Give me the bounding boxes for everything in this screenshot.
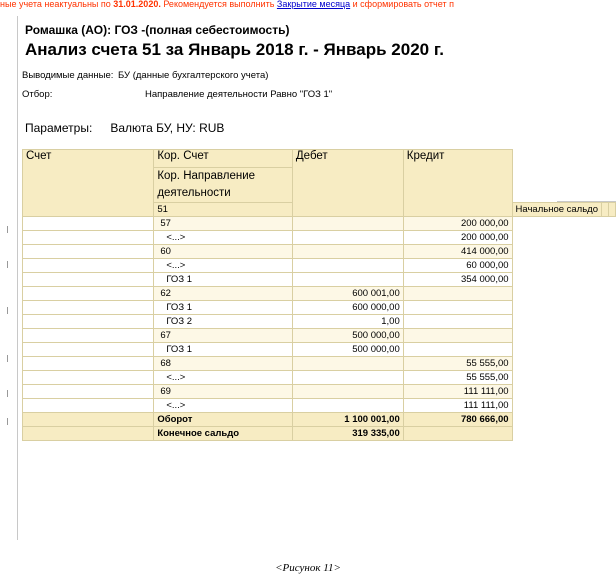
report-title: Анализ счета 51 за Январь 2018 г. - Январь 2020 г. — [25, 40, 444, 59]
banner-text-post: и сформировать отчет п — [350, 0, 454, 9]
cell-credit — [403, 329, 512, 343]
cell-credit: 354 000,00 — [403, 273, 512, 287]
cell-credit — [403, 343, 512, 357]
cell-debit — [292, 357, 403, 371]
cell-account — [23, 413, 154, 427]
header-corr-direction: Кор. Направление деятельности — [154, 168, 293, 203]
cell-debit: 500 000,00 — [292, 329, 403, 343]
cell-account — [23, 329, 154, 343]
table-row[interactable] — [23, 259, 616, 273]
banner-text-mid: Рекомендуется выполнить — [160, 0, 277, 9]
output-data-label: Выводимые данные: — [22, 70, 114, 81]
cell-credit — [403, 315, 512, 329]
cell-account — [23, 217, 154, 231]
cell-credit: 111 111,00 — [403, 399, 512, 413]
table-row[interactable] — [23, 385, 616, 399]
filter-row — [22, 89, 422, 100]
output-data-value: БУ (данные бухгалтерского учета) — [118, 70, 269, 81]
header-credit: Кредит — [403, 150, 512, 217]
cell-credit — [403, 287, 512, 301]
cell-account — [23, 427, 154, 441]
cell-corr-account: 57 — [154, 217, 293, 231]
banner-text: ные учета неактуальны по — [0, 0, 114, 9]
output-data-row — [22, 70, 268, 81]
table-row[interactable] — [23, 231, 616, 245]
parameters-label: Параметры: — [25, 121, 93, 135]
group-gutter-line — [17, 16, 18, 540]
cell-corr-account: 68 — [154, 357, 293, 371]
cell-debit: 1,00 — [292, 315, 403, 329]
cell-corr-account: ГОЗ 1 — [154, 301, 293, 315]
table-row[interactable] — [23, 287, 616, 301]
table-row[interactable] — [23, 315, 616, 329]
cell-credit — [403, 301, 512, 315]
cell-corr-account: 67 — [154, 329, 293, 343]
table-row[interactable] — [23, 413, 616, 427]
cell-corr-account: ГОЗ 1 — [154, 343, 293, 357]
cell-account — [23, 385, 154, 399]
filter-value: Направление деятельности Равно "ГОЗ 1" — [145, 89, 333, 100]
cell-debit: 500 000,00 — [292, 343, 403, 357]
cell-account — [23, 343, 154, 357]
info-banner — [0, 0, 616, 9]
cell-account — [23, 371, 154, 385]
cell-corr-account: 62 — [154, 287, 293, 301]
cell-debit — [292, 385, 403, 399]
cell-credit — [609, 203, 616, 217]
cell-debit: 1 100 001,00 — [292, 413, 403, 427]
parameters-row — [25, 121, 224, 135]
table-row[interactable] — [23, 343, 616, 357]
cell-credit: 780 666,00 — [403, 413, 512, 427]
cell-credit: 55 555,00 — [403, 357, 512, 371]
cell-corr-account: Конечное сальдо — [154, 427, 293, 441]
cell-credit: 414 000,00 — [403, 245, 512, 259]
cell-debit — [602, 203, 609, 217]
cell-credit: 200 000,00 — [403, 217, 512, 231]
table-row[interactable] — [23, 371, 616, 385]
cell-debit — [292, 399, 403, 413]
cell-debit — [292, 217, 403, 231]
parameters-value: Валюта БУ, НУ: RUB — [110, 121, 225, 135]
cell-debit — [292, 371, 403, 385]
cell-corr-account: 69 — [154, 385, 293, 399]
filter-label: Отбор: — [22, 89, 53, 100]
close-month-link[interactable]: Закрытие месяца — [276, 0, 351, 9]
cell-debit — [292, 259, 403, 273]
table-row[interactable] — [23, 357, 616, 371]
cell-account — [23, 287, 154, 301]
cell-credit: 55 555,00 — [403, 371, 512, 385]
cell-credit: 60 000,00 — [403, 259, 512, 273]
table-row[interactable] — [23, 399, 616, 413]
cell-corr-account: Начальное сальдо — [512, 203, 601, 217]
table-header-row — [23, 150, 616, 168]
group-marker[interactable] — [4, 261, 8, 268]
group-marker[interactable] — [4, 418, 8, 425]
figure-caption: <Рисунок 11> — [275, 562, 341, 574]
table-row[interactable] — [23, 301, 616, 315]
cell-debit — [292, 273, 403, 287]
cell-corr-account: <...> — [154, 399, 293, 413]
cell-debit — [292, 245, 403, 259]
cell-account — [23, 273, 154, 287]
table-row[interactable] — [23, 329, 616, 343]
cell-corr-account: ГОЗ 1 — [154, 273, 293, 287]
cell-credit: 111 111,00 — [403, 385, 512, 399]
header-account: Счет — [23, 150, 154, 217]
cell-account — [23, 231, 154, 245]
table-row[interactable] — [23, 217, 616, 231]
table-row[interactable] — [23, 427, 616, 441]
group-marker[interactable] — [4, 390, 8, 397]
group-marker[interactable] — [4, 307, 8, 314]
cell-corr-account: <...> — [154, 231, 293, 245]
header-debit: Дебет — [292, 150, 403, 217]
cell-corr-account: <...> — [154, 371, 293, 385]
header-corr-account: Кор. Счет — [154, 150, 293, 168]
row-extension-line — [557, 201, 616, 202]
cell-corr-account: ГОЗ 2 — [154, 315, 293, 329]
cell-account — [23, 399, 154, 413]
cell-account — [23, 301, 154, 315]
banner-date: 31.01.2020. — [113, 0, 161, 9]
cell-corr-account: <...> — [154, 259, 293, 273]
cell-account: 51 — [154, 203, 293, 217]
table-row[interactable] — [23, 245, 616, 259]
cell-credit: 200 000,00 — [403, 231, 512, 245]
report-organization: Ромашка (АО): ГОЗ -(полная себестоимость) — [25, 23, 290, 37]
cell-account — [23, 357, 154, 371]
group-marker[interactable] — [4, 355, 8, 362]
cell-debit: 600 001,00 — [292, 287, 403, 301]
group-marker[interactable] — [4, 226, 8, 233]
cell-debit: 600 000,00 — [292, 301, 403, 315]
cell-account — [23, 245, 154, 259]
cell-account — [23, 259, 154, 273]
cell-account — [23, 315, 154, 329]
cell-credit — [403, 427, 512, 441]
cell-debit: 319 335,00 — [292, 427, 403, 441]
cell-corr-account: Оборот — [154, 413, 293, 427]
account-analysis-table — [22, 149, 616, 441]
table-row[interactable] — [23, 273, 616, 287]
cell-debit — [292, 231, 403, 245]
cell-corr-account: 60 — [154, 245, 293, 259]
